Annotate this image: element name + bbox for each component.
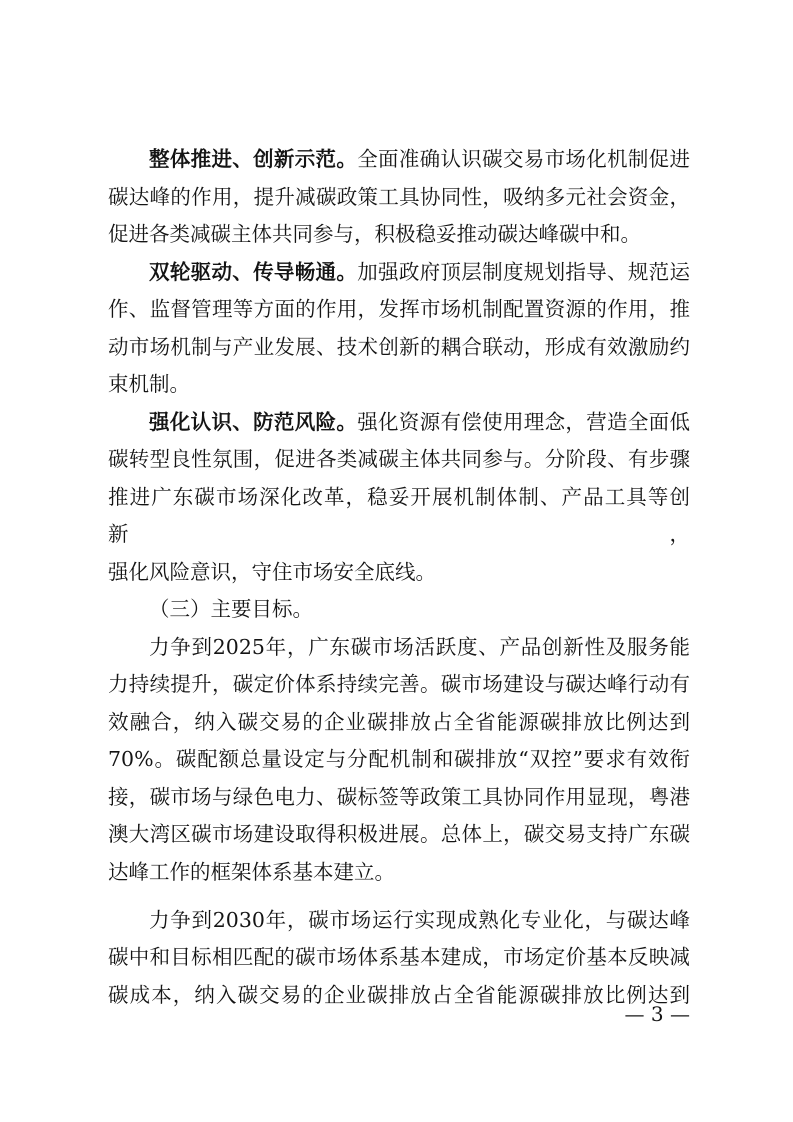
paragraph-line: 促进各类减碳主体共同参与，积极稳妥推动碳达峰碳中和。 — [108, 222, 641, 246]
principle-paragraph-2 — [108, 254, 690, 404]
paragraph-line: 作、监督管理等方面的作用，发挥市场机制配置资源的作用，推 — [108, 297, 690, 321]
paragraph-line — [108, 254, 690, 292]
section-heading: （三）主要目标。 — [149, 597, 313, 621]
paragraph-line: 动市场机制与产业发展、技术创新的耦合联动，形成有效激励约 — [108, 334, 690, 359]
goal-paragraph-2030 — [108, 902, 690, 1015]
paragraph-text: 强化资源有偿使用理念，营造全面低 — [357, 409, 691, 434]
paragraph-line: 接，碳市场与绿色电力、碳标签等政策工具协同作用显现，粤港 — [108, 784, 690, 809]
paragraph-line: 束机制。 — [108, 372, 190, 396]
paragraph-line: 达峰工作的框架体系基本建立。 — [108, 859, 395, 884]
paragraph-text: 加强政府顶层制度规划指导、规范运 — [357, 259, 691, 284]
paragraph-line: 70%。碳配额总量设定与分配机制和碳排放“双控”要求有效衔 — [108, 747, 690, 771]
paragraph-lead: 双轮驱动、传导畅通。 — [149, 259, 358, 284]
paragraph-line — [108, 404, 690, 442]
principle-paragraph-3 — [108, 404, 690, 592]
paragraph-line: 碳成本，纳入碳交易的企业碳排放占全省能源碳排放比例达到 — [108, 982, 690, 1007]
principle-paragraph-1 — [108, 141, 690, 254]
paragraph-lead: 强化认识、防范风险。 — [149, 409, 358, 434]
paragraph-text: 全面准确认识碳交易市场化机制促进 — [357, 147, 691, 171]
paragraph-line: 碳达峰的作用，提升减碳政策工具协同性，吸纳多元社会资金， — [108, 184, 690, 209]
goal-paragraph-2025 — [108, 629, 690, 892]
paragraph-line: 碳中和目标相匹配的碳市场体系基本建成，市场定价基本反映减 — [108, 945, 690, 969]
paragraph-line: 推进广东碳市场深化改革，稳妥开展机制体制、产品工具等创新， — [108, 484, 690, 546]
paragraph-line: 碳转型良性氛围，促进各类减碳主体共同参与。分阶段、有步骤 — [108, 447, 690, 471]
paragraph-line: 澳大湾区碳市场建设取得积极进展。总体上，碳交易支持广东碳 — [108, 822, 690, 846]
paragraph-line: 力争到2025年，广东碳市场活跃度、产品创新性及服务能 — [149, 634, 690, 659]
paragraph-line: 效融合，纳入碳交易的企业碳排放占全省能源碳排放比例达到 — [108, 709, 690, 734]
paragraph-line: 力持续提升，碳定价体系持续完善。碳市场建设与碳达峰行动有 — [108, 672, 690, 696]
paragraph-line — [108, 141, 690, 179]
paragraph-lead: 整体推进、创新示范。 — [149, 147, 358, 171]
paragraph-line: 力争到2030年，碳市场运行实现成熟化专业化，与碳达峰 — [149, 907, 690, 932]
page-number: — 3 — — [624, 1002, 690, 1026]
paragraph-line: 强化风险意识，守住市场安全底线。 — [108, 559, 436, 584]
page-body — [108, 141, 690, 1014]
